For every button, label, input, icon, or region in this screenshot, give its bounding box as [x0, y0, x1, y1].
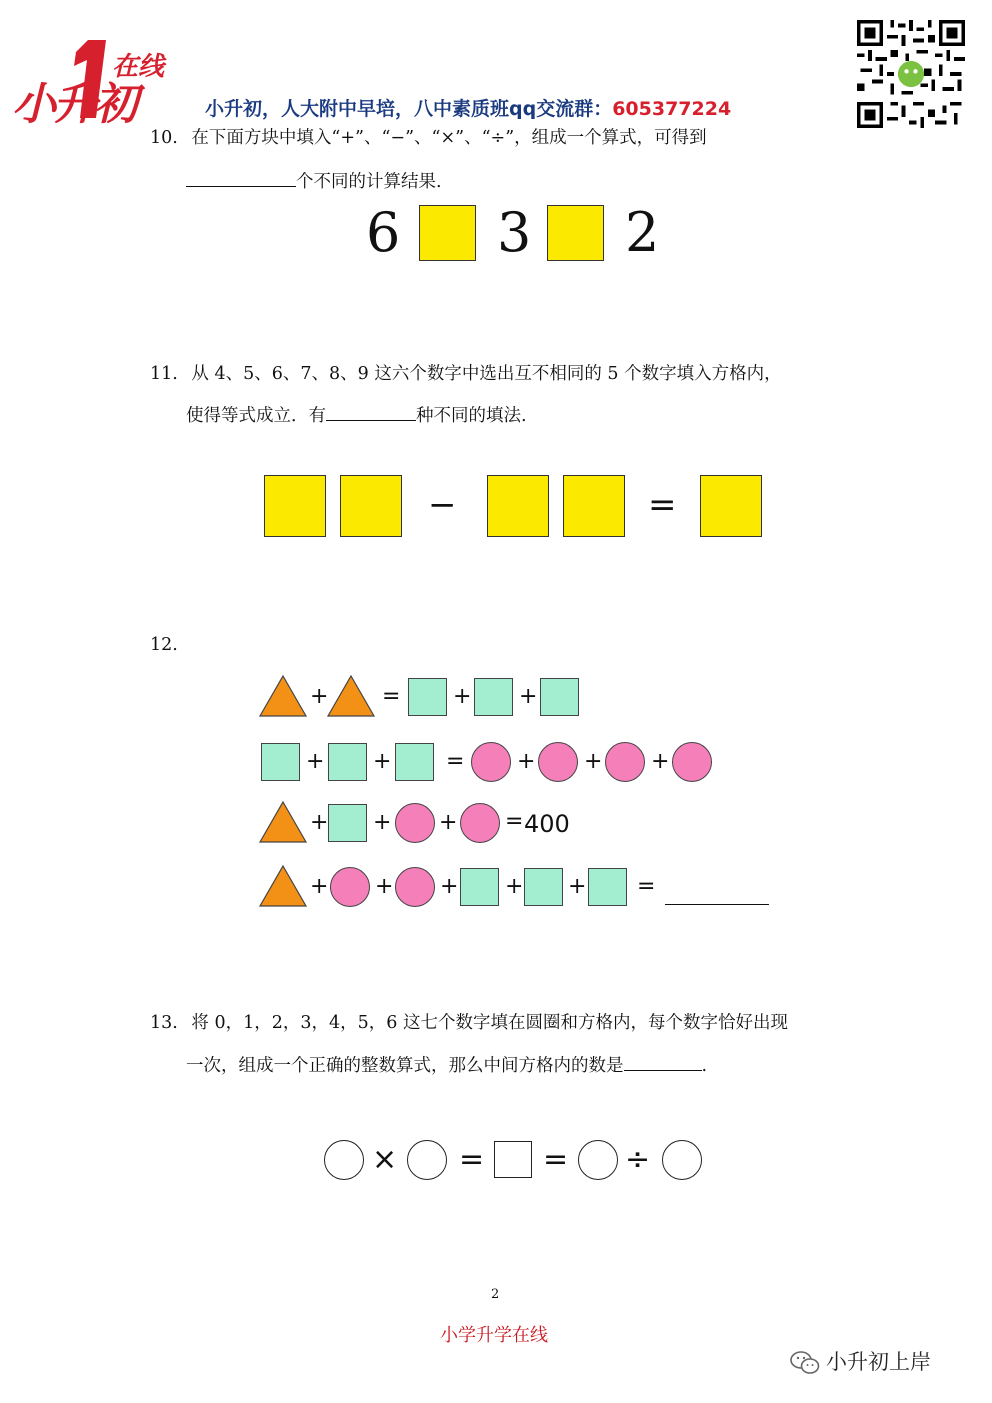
triangle-shape — [258, 800, 308, 844]
circle-shape — [395, 803, 435, 843]
plus-sign: + — [517, 749, 536, 774]
circle-shape — [471, 742, 511, 782]
plus-sign: + — [505, 874, 524, 899]
q10-line2 — [186, 170, 442, 192]
plus-sign: + — [306, 749, 325, 774]
triangle-shape — [326, 674, 376, 718]
square-shape — [261, 743, 300, 781]
square-shape — [524, 868, 563, 906]
plus-sign: + — [373, 810, 392, 835]
q13-text-line2-suffix: . — [701, 1056, 708, 1076]
circle-shape — [605, 742, 645, 782]
square-shape — [328, 743, 367, 781]
circle-shape — [538, 742, 578, 782]
plus-sign: + — [440, 874, 459, 899]
plus-sign: + — [584, 749, 603, 774]
q13-circle-slot[interactable] — [324, 1140, 364, 1180]
equals-sign: = — [505, 809, 524, 834]
logo-main-text: 小升初 — [12, 79, 135, 130]
q11-number: 11. — [150, 364, 178, 384]
triangle-shape — [258, 864, 308, 908]
plus-sign: + — [568, 874, 587, 899]
q10-operator-box[interactable] — [419, 205, 476, 261]
plus-sign: + — [519, 684, 538, 709]
q10-digit: 3 — [497, 201, 532, 264]
q12-answer-blank[interactable] — [665, 904, 769, 905]
logo-sub-text: 在线 — [112, 52, 165, 82]
qr-code-icon — [857, 20, 965, 128]
q10-operator-box[interactable] — [547, 205, 604, 261]
circle-shape — [330, 867, 370, 907]
wechat-account — [790, 1346, 931, 1376]
square-shape — [395, 743, 434, 781]
equals-sign: = — [446, 749, 465, 774]
wechat-icon — [790, 1350, 820, 1376]
q11-answer-blank[interactable] — [326, 404, 416, 421]
header-title — [205, 94, 731, 121]
q13-circle-slot[interactable] — [407, 1140, 447, 1180]
square-shape — [588, 868, 627, 906]
plus-sign: + — [310, 874, 329, 899]
q11-digit-box[interactable] — [700, 475, 762, 537]
qq-number: 605377224 — [612, 98, 732, 120]
q11-digit-box[interactable] — [563, 475, 625, 537]
q11-digit-box[interactable] — [264, 475, 326, 537]
circle-shape — [395, 867, 435, 907]
q10-digit: 6 — [366, 201, 401, 264]
circle-shape — [672, 742, 712, 782]
q10-answer-blank[interactable] — [186, 170, 296, 187]
wechat-account-name: 小升初上岸 — [826, 1350, 931, 1374]
q13-circle-slot[interactable] — [578, 1140, 618, 1180]
q13-circle-slot[interactable] — [662, 1140, 702, 1180]
triangle-shape — [258, 674, 308, 718]
q11-line2 — [186, 404, 527, 426]
plus-sign: + — [375, 874, 394, 899]
q13-line2 — [186, 1054, 707, 1076]
q10-number: 10. — [150, 128, 178, 148]
square-shape — [540, 678, 579, 716]
q11-text-line2-prefix: 使得等式成立．有 — [186, 406, 326, 426]
q13-middle-square-slot[interactable] — [494, 1141, 532, 1178]
brand-logo — [8, 38, 178, 130]
q12-number: 12. — [150, 635, 178, 655]
q13-answer-blank[interactable] — [624, 1054, 702, 1071]
plus-sign: + — [453, 684, 472, 709]
square-shape — [474, 678, 513, 716]
plus-sign: + — [373, 749, 392, 774]
q11-digit-box[interactable] — [340, 475, 402, 537]
square-shape — [460, 868, 499, 906]
q10-text-line1: 在下面方块中填入“+”、“−”、“×”、“÷”，组成一个算式，可得到 — [191, 128, 707, 148]
plus-sign: + — [310, 810, 329, 835]
equals-sign: = — [382, 684, 401, 709]
square-shape — [408, 678, 447, 716]
q13-text-line2-prefix: 一次，组成一个正确的整数算式，那么中间方格内的数是 — [186, 1056, 624, 1076]
q11-text-line1: 从 4、5、6、7、8、9 这六个数字中选出互不相同的 5 个数字填入方格内， — [191, 364, 782, 384]
q10-digit: 2 — [625, 201, 660, 264]
q10-text-line2: 个不同的计算结果. — [296, 172, 442, 192]
times-sign: × — [372, 1142, 398, 1177]
circle-shape — [460, 803, 500, 843]
equals-sign: = — [459, 1142, 485, 1177]
square-shape — [328, 804, 367, 842]
equals-sign: = — [637, 874, 656, 899]
plus-sign: + — [310, 684, 329, 709]
q13-line1 — [150, 1015, 788, 1033]
q11-minus-sign: − — [428, 485, 457, 525]
divide-sign: ÷ — [625, 1142, 651, 1177]
q11-equals-sign: = — [648, 485, 677, 525]
q12-sum-value: 400 — [524, 810, 570, 838]
page-number: 2 — [491, 1287, 500, 1302]
q13-text-line1: 将 0，1，2，3，4，5，6 这七个数字填在圆圈和方格内，每个数字恰好出现 — [191, 1013, 788, 1033]
q11-line1 — [150, 366, 782, 384]
header-title-text: 小升初，人大附中早培，八中素质班qq交流群： — [205, 98, 613, 120]
q13-number: 13. — [150, 1013, 178, 1033]
q11-digit-box[interactable] — [487, 475, 549, 537]
q11-text-line2-suffix: 种不同的填法. — [416, 406, 527, 426]
plus-sign: + — [651, 749, 670, 774]
plus-sign: + — [439, 810, 458, 835]
footer-site-name: 小学升学在线 — [440, 1325, 548, 1346]
q10-line1 — [150, 130, 707, 148]
equals-sign: = — [543, 1142, 569, 1177]
